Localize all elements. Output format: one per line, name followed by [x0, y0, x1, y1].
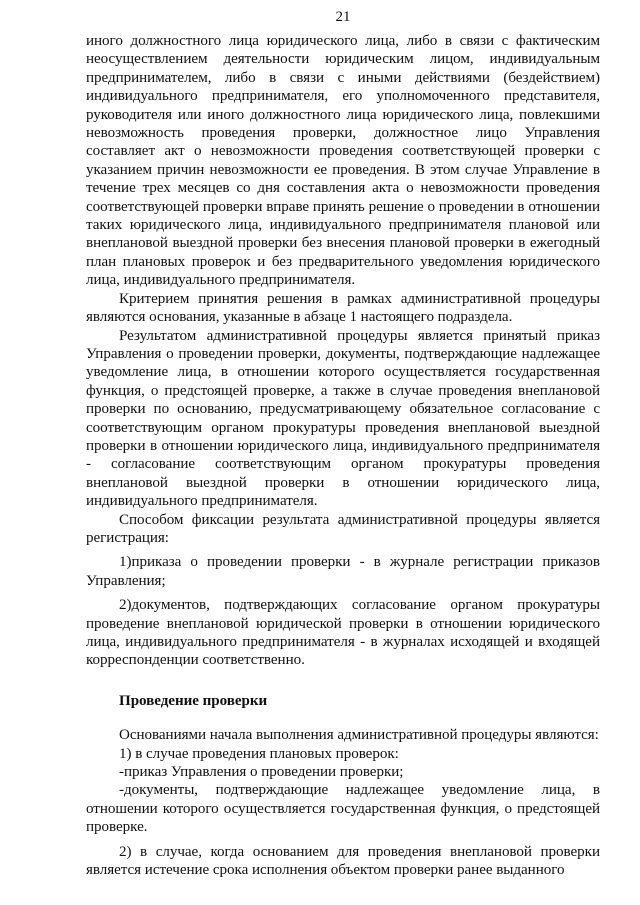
list-item-notification-documents: -документы, подтверждающие надлежащее уведомление лица, в отношении которого осуществляется государственная функция, о предстоящей проверке. [86, 782, 600, 836]
list-item-unscheduled-inspection: 2) в случае, когда основанием для проведения внеплановой проверки является истечение срока исполнения объектом проверки ранее выданного [86, 843, 600, 879]
list-item-order-registration: 1)приказа о проведении проверки - в журнале регистрации приказов Управления; [86, 554, 600, 589]
paragraph-grounds: Основаниями начала выполнения административной процедуры являются: [119, 727, 599, 744]
section-heading: Проведение проверки [119, 692, 268, 709]
paragraph-result: Результатом административной процедуры является принятый приказ Управления о проведении проверки, документы, подтверждающие надлежащее уведомление лица, в отношении которого осуществляется государственная функция, о предстоящей проверке, а также в случае проведения внеплановой проверки по основанию, предусматривающему обязательное согласование с соответствующим органом прокуратуры проведения внеплановой выездной проверки в отношении юридического лица, индивидуального предпринимателя - согласование соответствующим органом прокуратуры проведения внеплановой выездной проверки в отношении юридического лица, индивидуального предпринимателя. [86, 327, 600, 510]
list-item-documents-registration: 2)документов, подтверждающих согласование органом прокуратуры проведение внеплановой юридической проверки в отношении юридического лица, индивидуального предпринимателя - в журналах исходящей и входящей корреспонденции соответственно. [86, 597, 600, 669]
list-item-order: -приказ Управления о проведении проверки; [119, 764, 404, 781]
list-item-planned-inspections: 1) в случае проведения плановых проверок: [119, 745, 399, 762]
page-number: 21 [335, 9, 351, 25]
paragraph-continuation: иного должностного лица юридического лица, либо в связи с фактическим неосуществлением деятельности юридическим лицом, индивидуальным предпринимателем, либо в связи с иными действиями (бездействием) индивидуального предпринимателя, его уполномоченного представителя, руководителя или иного должностного лица юридического лица, повлекшими невозможность проведения проверки, должностное лицо Управления составляет акт о невозможности проведения соответствующей проверки с указанием причин невозможности ее проведения. В этом случае Управление в течение трех месяцев со дня составления акта о невозможности проведения соответствующей проверки вправе принять решение о проведении в отношении таких юридического лица, индивидуального предпринимателя плановой или внеплановой выездной проверки без внесения плановой проверки в ежегодный план плановых проверок и без предварительного уведомления юридического лица, индивидуального предпринимателя. [86, 33, 600, 289]
paragraph-recording-method: Способом фиксации результата административной процедуры является регистрация: [86, 511, 600, 546]
paragraph-criterion: Критерием принятия решения в рамках административной процедуры являются основания, указанные в абзаце 1 настоящего подраздела. [86, 290, 600, 326]
document-page [86, 8, 600, 879]
